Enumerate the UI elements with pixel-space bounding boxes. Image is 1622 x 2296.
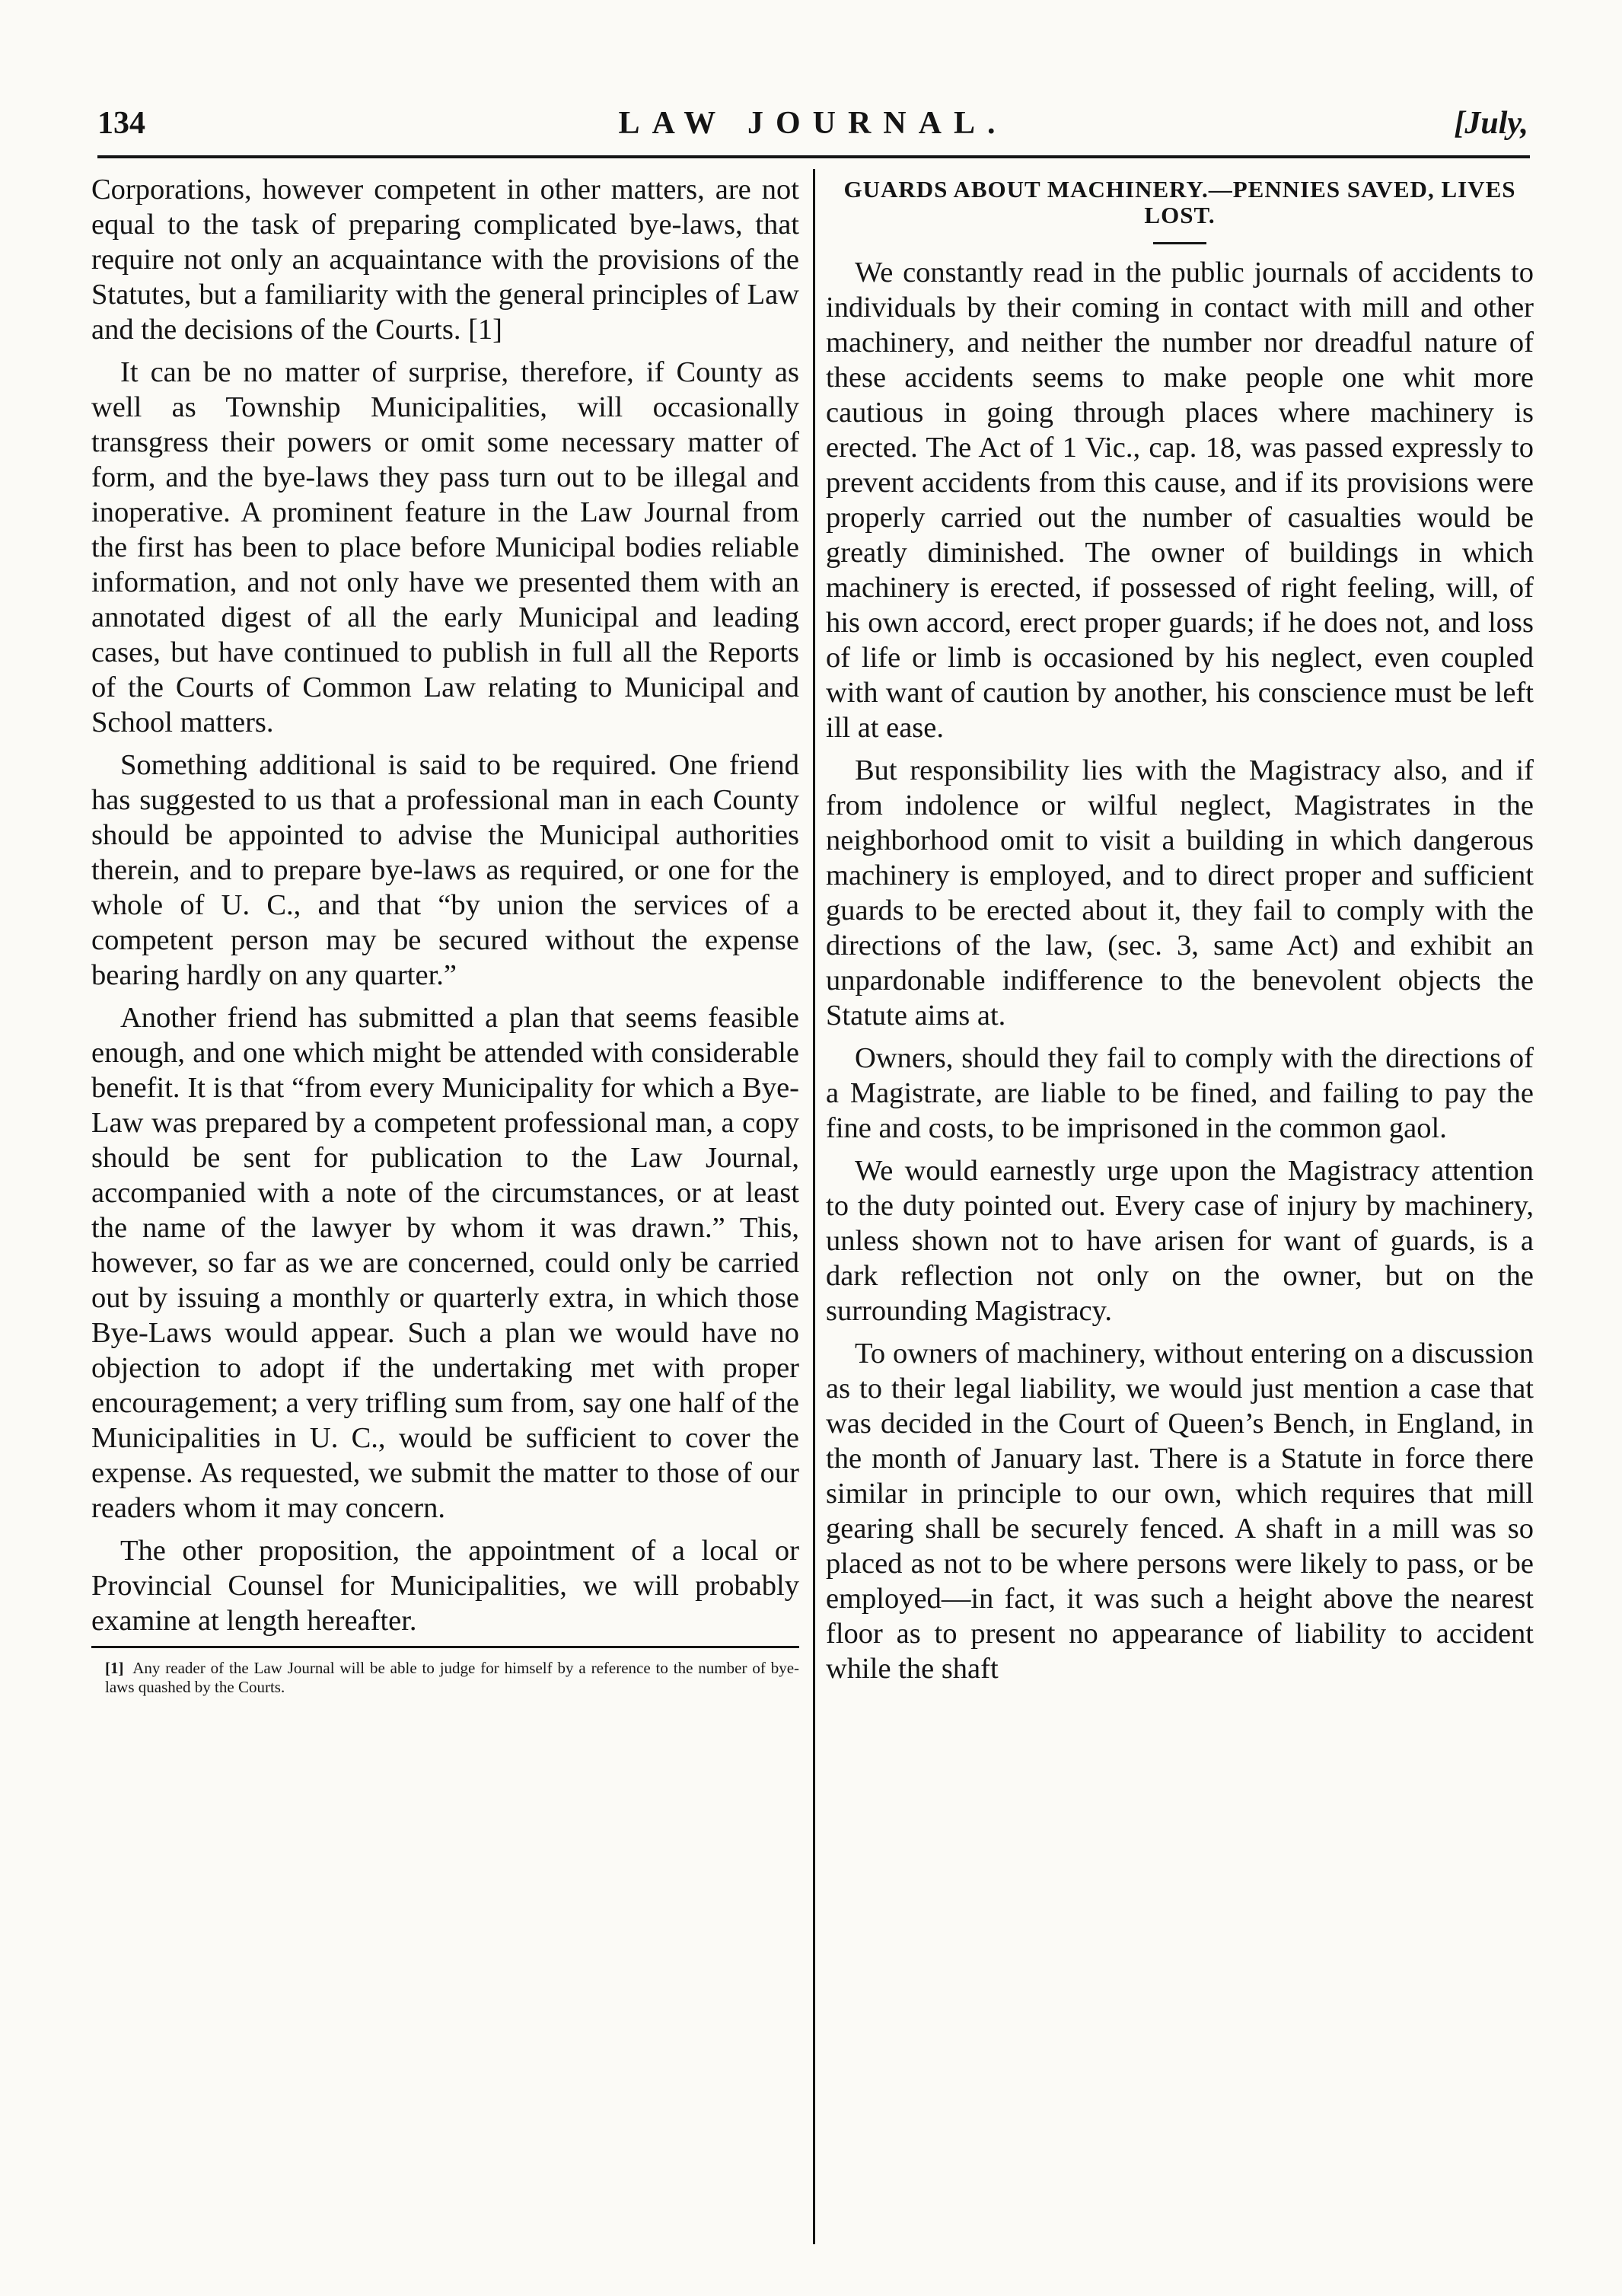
title-rule [1153,242,1206,244]
body-paragraph: Another friend has submitted a plan that seems feasible enough, and one which might be attended with considerable benefit. It is that “from every Municipality for which a Bye-Law was prepared by a competent professional man, a copy should be sent for publication to the Law Journal, accompanied with a note of the circumstances, or at least the name of the lawyer by whom it was drawn.” This, however, so far as we are concerned, could only be carried out by issuing a monthly or quarterly extra, in which those Bye-Laws would appear. Such a plan we would have no objection to adopt if the undertaking met with proper encouragement; a very trifling sum from, say one half of the Municipalities in U. C., would be sufficient to cover the expense. As requested, we submit the matter to those of our readers whom it may concern. [91,1002,799,1524]
running-head [97,105,1528,151]
body-paragraph: Owners, should they fail to comply with the directions of a Magistrate, are liable to be fined, and failing to pay the fine and costs, to be imprisoned in the common gaol. [826,1042,1534,1144]
body-paragraph: It can be no matter of surprise, therefore, if County as well as Township Municipalities, will occasionally transgress their powers or omit some necessary matter of form, and the bye-laws they pass turn out to be illegal and inoperative. A prominent feature in the Law Journal from the first has been to place before Municipal bodies reliable information, and not only have we presented them with an annotated digest of all the early Municipal and leading cases, but have continued to publish in full all the Reports of the Courts of Common Law relating to Municipal and School matters. [91,356,799,738]
page-number: 134 [97,106,145,141]
header-rule [97,155,1530,158]
body-paragraph: To owners of machinery, without entering on a discussion as to their legal liability, we would just mention a case that was decided in the Court of Queen’s Bench, in England, in the month of January last. There is a Statute in force there similar in principle to our own, which requires that mill gearing shall be securely fenced. A shaft in a mill was so placed as not to be where persons were likely to pass, or be employed—in fact, it was such a height above the nearest floor as to present no appearance of liability to accident while the shaft [826,1338,1534,1685]
footnote-rule [91,1646,799,1648]
article-title: GUARDS ABOUT MACHINERY.—PENNIES SAVED, LIVES LOST. [843,176,1516,228]
footnote-marker: [1] [105,1659,124,1677]
column-divider [813,169,815,2244]
footnote [105,1659,799,1697]
body-paragraph: Something additional is said to be required. One friend has suggested to us that a professional man in each County should be appointed to advise the Municipal authorities therein, and to prepare bye-laws as required, or one for the whole of U. C., and that “by union the services of a competent person may be secured without the expense bearing hardly on any quarter.” [91,749,799,991]
right-column [826,172,1534,1694]
body-paragraph: We would earnestly urge upon the Magistracy attention to the duty pointed out. Every case of injury by machinery, unless shown not to have arisen for want of guards, is a dark reflection not only on the owner, but on the surrounding Magistracy. [826,1155,1534,1327]
footnote-text: Any reader of the Law Journal will be able to judge for himself by a reference to the number of bye-laws quashed by the Courts. [105,1659,800,1696]
body-paragraph: The other proposition, the appointment of a local or Provincial Counsel for Municipalities, we will probably examine at length hereafter. [91,1535,799,1637]
left-column [91,172,799,1697]
body-paragraph: Corporations, however competent in other matters, are not equal to the task of preparing complicated bye-laws, that require not only an acquaintance with the provisions of the Statutes, but a familiarity with the general principles of Law and the decisions of the Courts. [1] [91,174,799,346]
journal-title: LAW JOURNAL. [618,106,1008,141]
body-paragraph: But responsibility lies with the Magistracy also, and if from indolence or wilful neglect, Magistrates in the neighborhood omit to visit a building in which dangerous machinery is employed, and to direct proper and sufficient guards to be erected about it, they fail to comply with the directions of the law, (sec. 3, same Act) and exhibit an unpardonable indifference to the benevolent objects the Statute aims at. [826,754,1534,1032]
body-paragraph: We constantly read in the public journals of accidents to individuals by their coming in contact with mill and other machinery, and neither the number nor dreadful nature of these accidents seems to make people one whit more cautious in going through places where machinery is erected. The Act of 1 Vic., cap. 18, was passed expressly to prevent accidents from this cause, and if its provisions were properly carried out the number of casualties would be greatly diminished. The owner of buildings in which machinery is erected, if possessed of right feeling, will, of his own accord, erect proper guards; if he does not, and loss of life or limb is occasioned by his neglect, even coupled with want of caution by another, his conscience must be left ill at ease. [826,257,1534,744]
issue-month: [July, [1454,106,1528,141]
